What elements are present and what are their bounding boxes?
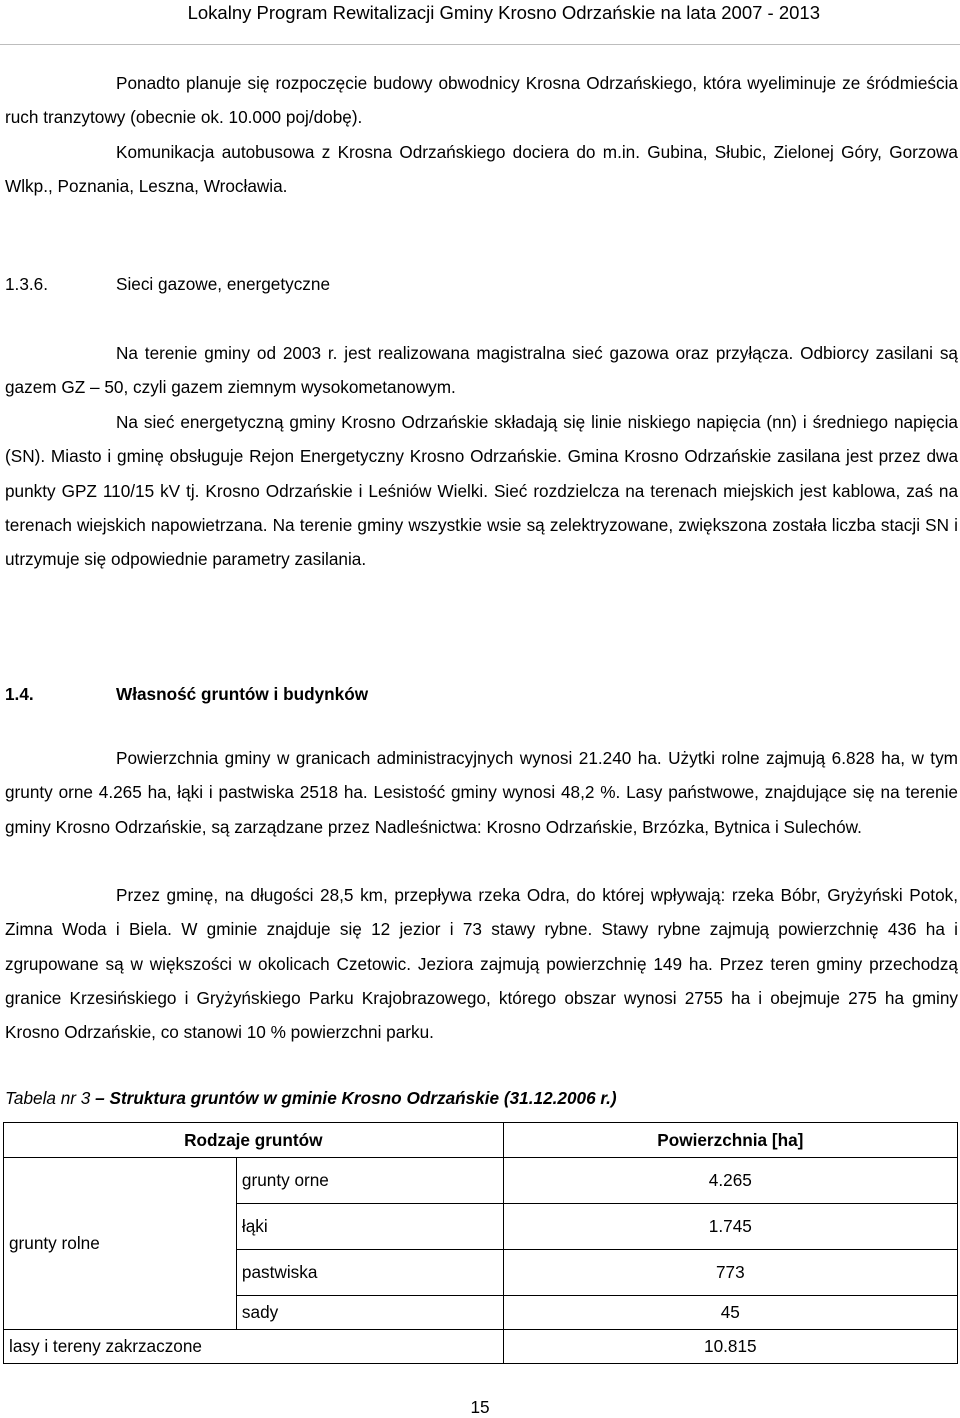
area-cell: 10.815 bbox=[503, 1330, 957, 1364]
caption-prefix: Tabela nr 3 bbox=[5, 1088, 91, 1108]
table-caption bbox=[5, 1088, 617, 1109]
section-heading-ownership bbox=[5, 684, 905, 718]
heading-number: 1.3.6. bbox=[5, 274, 49, 294]
page-header bbox=[0, 0, 960, 45]
header-title: Lokalny Program Rewitalizacji Gminy Krosno Odrzańskie na lata 2007 - 2013 bbox=[187, 2, 820, 23]
paragraph-text: Na terenie gminy od 2003 r. jest realizowana magistralna sieć gazowa oraz przyłącza. Odbiorcy zasilani są gazem GZ – 50, czyli gazem ziemnym wysokometanowym. bbox=[5, 343, 958, 398]
heading-title: Własność gruntów i budynków bbox=[116, 684, 369, 704]
land-type-cell: grunty orne bbox=[236, 1158, 503, 1204]
paragraph-bypass bbox=[5, 66, 958, 135]
paragraph-area bbox=[5, 741, 958, 844]
header-area: Powierzchnia [ha] bbox=[503, 1123, 957, 1158]
table-row bbox=[4, 1158, 958, 1204]
land-type-cell: sady bbox=[236, 1296, 503, 1330]
area-cell: 45 bbox=[503, 1296, 957, 1330]
caption-title: – Struktura gruntów w gminie Krosno Odrzańskie (31.12.2006 r.) bbox=[90, 1088, 617, 1108]
paragraph-text: Komunikacja autobusowa z Krosna Odrzańskiego dociera do m.in. Gubina, Słubic, Zielonej Góry, Gorzowa Wlkp., Poznania, Leszna, Wrocławia. bbox=[5, 142, 958, 197]
heading-number: 1.4. bbox=[5, 684, 34, 704]
paragraph-gas bbox=[5, 336, 958, 405]
area-cell: 4.265 bbox=[503, 1158, 957, 1204]
paragraph-text: Ponadto planuje się rozpoczęcie budowy obwodnicy Krosna Odrzańskiego, która wyeliminuje ze śródmieścia ruch tranzytowy (obecnie ok. 10.000 poj/dobę). bbox=[5, 73, 958, 128]
table-row bbox=[4, 1330, 958, 1364]
page-number: 15 bbox=[470, 1397, 490, 1417]
area-cell: 773 bbox=[503, 1250, 957, 1296]
land-type-cell: lasy i tereny zakrzaczone bbox=[4, 1330, 504, 1364]
paragraph-text: Na sieć energetyczną gminy Krosno Odrzańskie składają się linie niskiego napięcia (nn) i średniego napięcia (SN). Miasto i gminę obsługuje Rejon Energetyczny Krosno Odrzańskie. Gmina Krosno Odrzańskie zasilana jest przez dwa punkty GPZ 110/15 kV tj. Krosno Odrzańskie i Leśniów Wielki. Sieć rozdzielcza na terenach miejskich jest kablowa, zaś na terenach wiejskich napowietrzana. Na terenie gminy wszystkie wsie są zelektryzowane, zwiększona została liczba stacji SN i utrzymuje się odpowiednie parametry zasilania. bbox=[5, 412, 958, 570]
land-type-cell: pastwiska bbox=[236, 1250, 503, 1296]
land-type-cell: łąki bbox=[236, 1204, 503, 1250]
paragraph-waters bbox=[5, 878, 958, 1049]
paragraph-energy bbox=[5, 405, 958, 576]
section-heading-gas bbox=[5, 274, 905, 308]
heading-title: Sieci gazowe, energetyczne bbox=[116, 274, 331, 294]
header-land-type: Rodzaje gruntów bbox=[4, 1123, 504, 1158]
paragraph-text: Powierzchnia gminy w granicach administracyjnych wynosi 21.240 ha. Użytki rolne zajmują 6.828 ha, w tym grunty orne 4.265 ha, łąki i pastwiska 2518 ha. Lesistość gminy wynosi 48,2 %. Lasy państwowe, znajdujące się na terenie gminy Krosno Odrzańskie, są zarządzane przez Nadleśnictwa: Krosno Odrzańskie, Brzózka, Bytnica i Sulechów. bbox=[5, 748, 958, 837]
table-header-row bbox=[4, 1123, 958, 1158]
group-label: grunty rolne bbox=[4, 1158, 237, 1330]
paragraph-bus bbox=[5, 135, 958, 204]
land-structure-table bbox=[3, 1122, 958, 1364]
paragraph-text: Przez gminę, na długości 28,5 km, przepływa rzeka Odra, do której wpływają: rzeka Bóbr, Gryżyński Potok, Zimna Woda i Biela. W gminie znajduje się 12 jezior i 73 stawy rybne. Stawy rybne zajmują powierzchnię 436 ha i zgrupowane są w większości w okolicach Czetowic. Jeziora zajmują powierzchnię 149 ha. Przez teren gminy przechodzą granice Krzesińskiego i Gryżyńskiego Parku Krajobrazowego, którego obszar wynosi 2755 ha i obejmuje 275 ha gminy Krosno Odrzańskie, co stanowi 10 % powierzchni parku. bbox=[5, 885, 958, 1043]
area-cell: 1.745 bbox=[503, 1204, 957, 1250]
